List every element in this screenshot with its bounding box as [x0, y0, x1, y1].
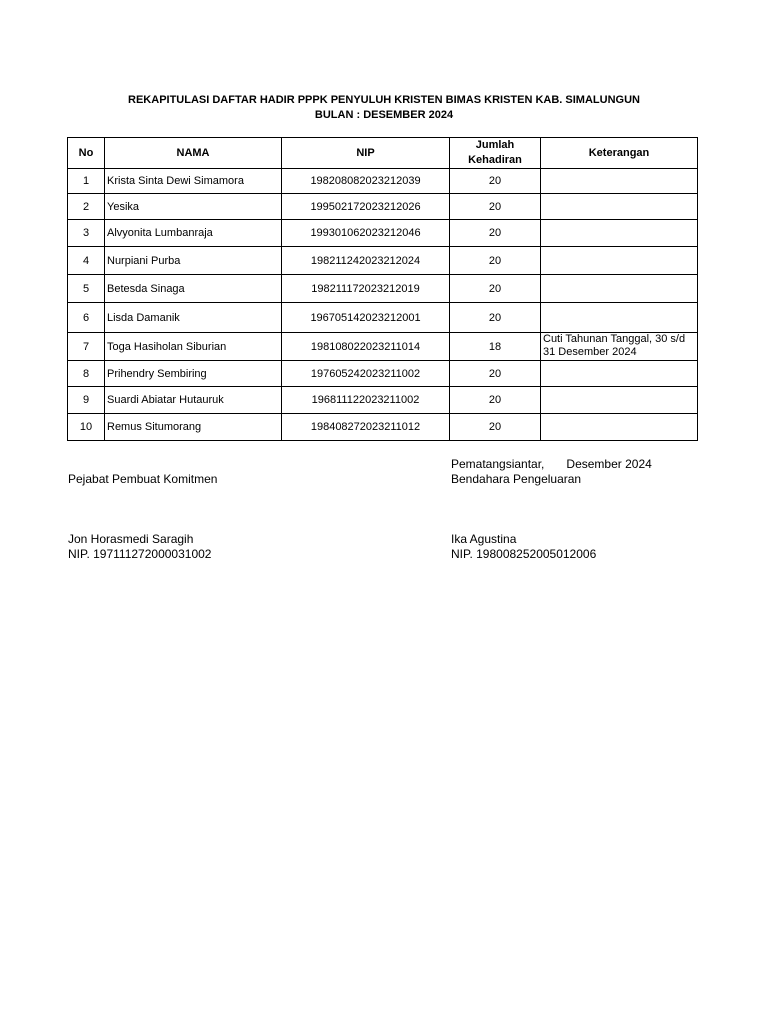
cell-kehadiran: 20	[450, 387, 541, 414]
cell-nama: Prihendry Sembiring	[105, 361, 282, 387]
cell-nip: 197605242023211002	[282, 361, 450, 387]
signing-place: Pematangsiantar,	[451, 457, 545, 471]
table-row	[68, 303, 698, 333]
cell-keterangan	[541, 169, 698, 194]
attendance-table	[67, 137, 698, 441]
cell-no: 4	[68, 247, 105, 275]
cell-no: 8	[68, 361, 105, 387]
table-row	[68, 333, 698, 361]
right-signer-name: Ika Agustina	[451, 532, 517, 546]
table-row	[68, 194, 698, 220]
cell-nip: 196811122023211002	[282, 387, 450, 414]
cell-nip: 198408272023211012	[282, 414, 450, 441]
cell-keterangan	[541, 194, 698, 220]
cell-nama: Alvyonita Lumbanraja	[105, 220, 282, 247]
cell-no: 7	[68, 333, 105, 361]
cell-no: 3	[68, 220, 105, 247]
cell-keterangan	[541, 220, 698, 247]
cell-kehadiran: 20	[450, 247, 541, 275]
cell-kehadiran: 20	[450, 275, 541, 303]
right-signer-role: Bendahara Pengeluaran	[451, 472, 582, 486]
cell-nama: Lisda Damanik	[105, 303, 282, 333]
table-row	[68, 220, 698, 247]
left-signer-nip: NIP. 197111272000031002	[68, 547, 212, 561]
cell-nama: Betesda Sinaga	[105, 275, 282, 303]
cell-nip: 196705142023212001	[282, 303, 450, 333]
cell-kehadiran: 18	[450, 333, 541, 361]
cell-nip: 198211242023212024	[282, 247, 450, 275]
cell-nama: Yesika	[105, 194, 282, 220]
cell-nama: Nurpiani Purba	[105, 247, 282, 275]
cell-keterangan	[541, 387, 698, 414]
cell-kehadiran: 20	[450, 220, 541, 247]
cell-no: 9	[68, 387, 105, 414]
column-header-nama: NAMA	[105, 138, 282, 169]
cell-nama: Toga Hasiholan Siburian	[105, 333, 282, 361]
table-row	[68, 414, 698, 441]
cell-kehadiran: 20	[450, 303, 541, 333]
cell-kehadiran: 20	[450, 169, 541, 194]
column-header-keterangan: Keterangan	[541, 138, 698, 169]
left-signer-name: Jon Horasmedi Saragih	[68, 532, 194, 546]
cell-keterangan	[541, 361, 698, 387]
cell-nama: Remus Situmorang	[105, 414, 282, 441]
cell-keterangan	[541, 414, 698, 441]
cell-kehadiran: 20	[450, 414, 541, 441]
cell-keterangan	[541, 303, 698, 333]
cell-no: 1	[68, 169, 105, 194]
cell-no: 10	[68, 414, 105, 441]
cell-nip: 199301062023212046	[282, 220, 450, 247]
place-date-line	[451, 457, 652, 472]
cell-keterangan	[541, 275, 698, 303]
cell-keterangan	[541, 247, 698, 275]
document-title: REKAPITULASI DAFTAR HADIR PPPK PENYULUH KRISTEN BIMAS KRISTEN KAB. SIMALUNGUN	[128, 94, 640, 106]
column-header-nip: NIP	[282, 138, 450, 169]
cell-nama: Krista Sinta Dewi Simamora	[105, 169, 282, 194]
column-header-kehadiran: Jumlah Kehadiran	[450, 138, 541, 169]
table-row	[68, 387, 698, 414]
cell-nip: 198208082023212039	[282, 169, 450, 194]
signing-date: Desember 2024	[566, 457, 652, 471]
table-header-row	[68, 138, 698, 169]
cell-nama: Suardi Abiatar Hutauruk	[105, 387, 282, 414]
table-row	[68, 361, 698, 387]
table-row	[68, 275, 698, 303]
cell-no: 6	[68, 303, 105, 333]
document-subtitle: BULAN : DESEMBER 2024	[314, 109, 454, 121]
cell-keterangan: Cuti Tahunan Tanggal, 30 s/d 31 Desember 2024	[541, 333, 698, 361]
column-header-no: No	[68, 138, 105, 169]
cell-kehadiran: 20	[450, 361, 541, 387]
right-signer-nip: NIP. 198008252005012006	[451, 547, 597, 561]
left-signer-role: Pejabat Pembuat Komitmen	[68, 472, 218, 486]
cell-nip: 199502172023212026	[282, 194, 450, 220]
cell-no: 2	[68, 194, 105, 220]
cell-kehadiran: 20	[450, 194, 541, 220]
cell-nip: 198211172023212019	[282, 275, 450, 303]
table-row	[68, 169, 698, 194]
table-row	[68, 247, 698, 275]
cell-nip: 198108022023211014	[282, 333, 450, 361]
cell-no: 5	[68, 275, 105, 303]
